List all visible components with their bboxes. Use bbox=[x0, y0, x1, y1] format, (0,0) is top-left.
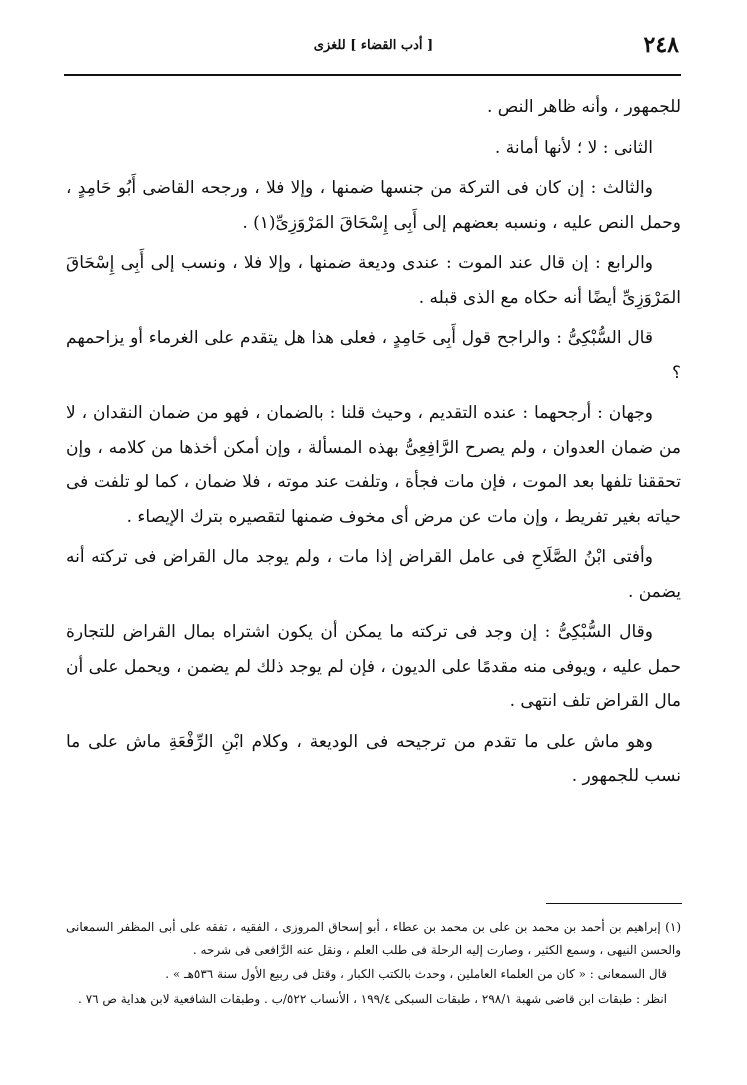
footnote-line: انظر : طبقات ابن قاضى شهبة ٢٩٨/١ ، طبقات السبكى ١٩٩/٤ ، الأنساب ٥٢٢/ب . وطبقات الشافعية لابن هداية ص ٧٦ . bbox=[78, 991, 667, 1006]
paragraph: وأفتى ابْنُ الصَّلَاحِ فى عامل القراض إذا مات ، ولم يوجد مال القراض فى تركته أنه يضمن . bbox=[66, 547, 681, 602]
footnote-divider bbox=[546, 903, 682, 904]
footnotes bbox=[66, 916, 681, 1012]
paragraph: وقال السُّبْكِىُّ : إن وجد فى تركته ما يمكن أن يكون اشتراه بمال القراض للتجارة حمل عليه ، ويوفى منه مقدمًا على الديون ، فإن لم يوجد ذلك لم يضمن ، ويحمل على أن مال القراض تلف انتهى . bbox=[66, 622, 681, 711]
footnote: (١) إبراهيم بن أحمد بن محمد بن على بن محمد بن عطاء ، أبو إسحاق المروزى ، الفقيه ، تفقه على أبى المظفر السمعانى والحسن النيهى ، وسمع الكثير ، وصارت إليه الرحلة فى طلب العلم ، ونقل عنه الرَّافعى فى شرحه . bbox=[66, 920, 681, 957]
paragraph: وجهان : أرجحهما : عنده التقديم ، وحيث قلنا : بالضمان ، فهو من ضمان النقدان ، لا من ضمان العدوان ، ولم يصرح الرَّافِعِىُّ بهذه المسألة ، وإن أمكن أخذها من كلامه ، وإن تحققنا تلفها بعد الموت ، فإن مات فجأة ، وتلفت عند موته ، فلا ضمان ، كما لو تلفت فى حياته بغير تفريط ، وإن مات عن مرض أى مخوف ضمنها لتقصيره بترك الإيصاء . bbox=[66, 403, 681, 527]
page-header bbox=[68, 30, 679, 64]
paragraph: والرابع : إن قال عند الموت : عندى وديعة ضمنها ، وإلا فلا ، ونسب إلى أَبِى إِسْحَاقَ المَرْوَزِىِّ أيضًا أنه حكاه مع الذى قبله . bbox=[66, 253, 681, 308]
footnote-line: قال السمعانى : « كان من العلماء العاملين ، وحدث بالكتب الكبار ، وقتل فى ربيع الأول سنة ٥٣٦هـ » . bbox=[165, 967, 667, 981]
main-text bbox=[66, 90, 681, 800]
page-number: ٢٤٨ bbox=[643, 32, 679, 58]
paragraph: والثالث : إن كان فى التركة من جنسها ضمنها ، وإلا فلا ، ورجحه القاضى أَبُو حَامِدٍ ، وحمل النص عليه ، ونسبه بعضهم إلى أَبِى إِسْحَاقَ المَرْوَزِىِّ(١) . bbox=[66, 178, 681, 233]
running-title: [ أدب القضاء ] للغزى bbox=[313, 38, 434, 53]
paragraph: للجمهور ، وأنه ظاهر النص . bbox=[486, 97, 681, 117]
paragraph: وهو ماش على ما تقدم من ترجيحه فى الوديعة ، وكلام ابْنِ الرِّفْعَةِ ماش على ما نسب للجمهور . bbox=[66, 731, 681, 786]
paragraph: الثانى : لا ؛ لأنها أمانة . bbox=[494, 137, 653, 158]
paragraph: قال السُّبْكِىُّ : والراجح قول أَبِى حَامِدٍ ، فعلى هذا هل يتقدم على الغرماء أو يزاحمهم ؟ bbox=[66, 328, 681, 383]
header-divider bbox=[64, 74, 681, 76]
